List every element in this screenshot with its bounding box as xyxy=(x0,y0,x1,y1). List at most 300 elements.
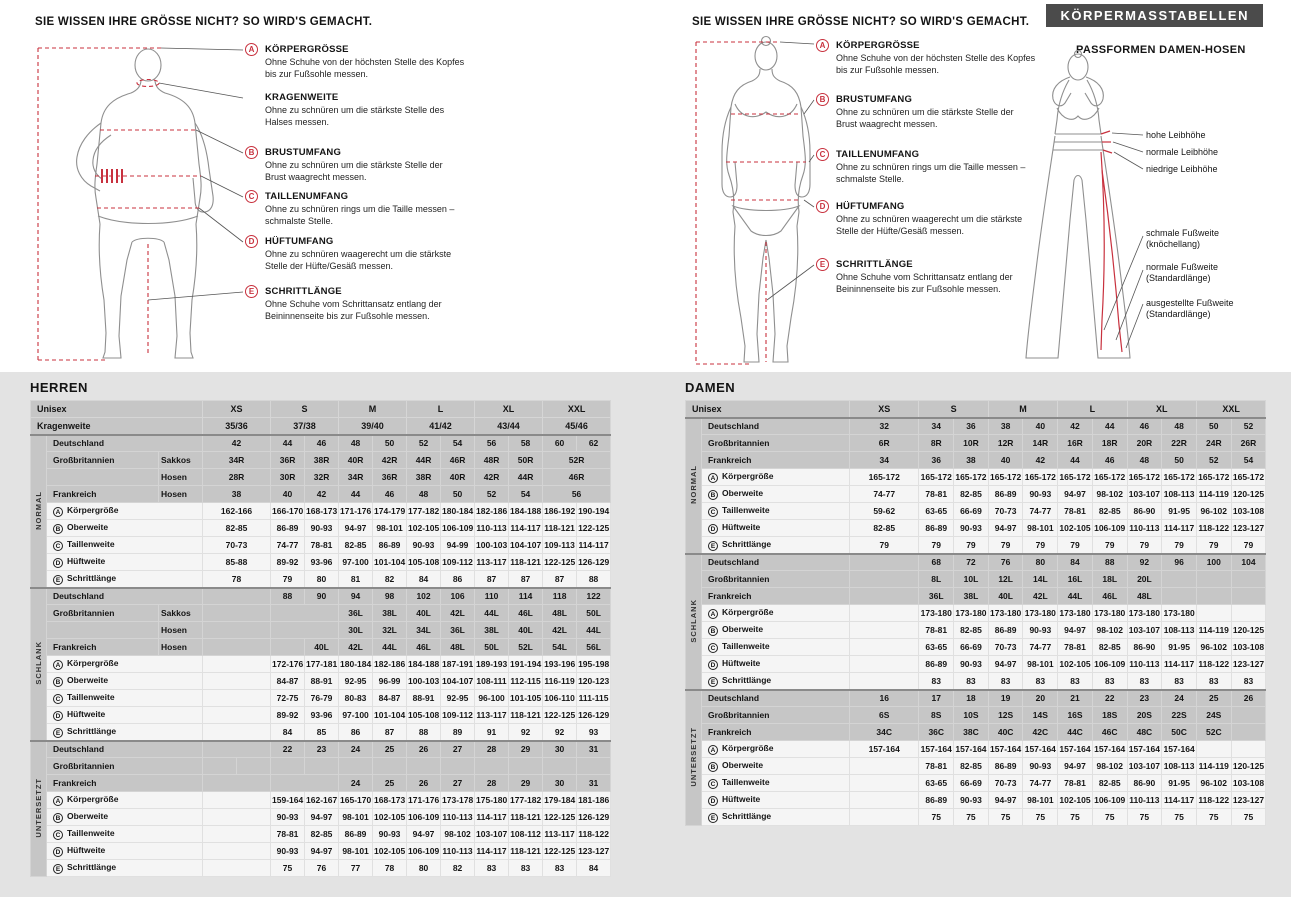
row-label: Frankreich xyxy=(702,588,850,605)
value-cell: 78-81 xyxy=(1058,639,1093,656)
value-cell: 157-164 xyxy=(1127,741,1162,758)
table-row xyxy=(686,418,1266,435)
fit-group-label: UNTERSETZT xyxy=(686,690,702,826)
value-cell: 79 xyxy=(1196,537,1231,554)
value-cell xyxy=(203,588,271,605)
value-cell: 30L xyxy=(339,622,373,639)
page-badge: KÖRPERMASSTABELLEN xyxy=(1046,4,1263,27)
value-cell: 189-193 xyxy=(475,656,509,673)
value-cell: 75 xyxy=(919,809,954,826)
row-label: D Hüftweite xyxy=(702,656,850,673)
value-cell: 89-92 xyxy=(271,707,305,724)
value-cell xyxy=(203,758,237,775)
value-cell: 114-119 xyxy=(1196,486,1231,503)
value-cell xyxy=(850,775,919,792)
size-header: 43/44 xyxy=(475,418,543,435)
value-cell xyxy=(203,639,271,656)
row-label: Deutschland xyxy=(702,690,850,707)
letter-badge: D xyxy=(53,558,63,568)
value-cell: 108-112 xyxy=(509,826,543,843)
letter-badge: C xyxy=(816,148,829,161)
measure-item-text xyxy=(836,40,1036,76)
value-cell: 83 xyxy=(1058,673,1093,690)
value-cell: 106-109 xyxy=(441,520,475,537)
value-cell: 114-117 xyxy=(1162,656,1197,673)
value-cell: 165-172 xyxy=(1058,469,1093,486)
table-row xyxy=(31,520,611,537)
measure-item-text xyxy=(265,191,465,227)
value-cell: 44C xyxy=(1058,724,1093,741)
row-sublabel: Hosen xyxy=(159,622,203,639)
value-cell: 38L xyxy=(475,622,509,639)
value-cell: 98 xyxy=(373,588,407,605)
measure-item-text xyxy=(265,236,465,272)
value-cell: 98-101 xyxy=(1023,520,1058,537)
value-cell: 123-127 xyxy=(1231,520,1266,537)
value-cell: 48R xyxy=(475,452,509,469)
value-cell xyxy=(203,809,271,826)
female-measure-lines xyxy=(696,42,806,364)
value-cell: 44R xyxy=(509,469,543,486)
value-cell: 52 xyxy=(1231,418,1266,435)
letter-badge: B xyxy=(245,146,258,159)
value-cell: 42L xyxy=(339,639,373,656)
value-cell: 82-85 xyxy=(1092,503,1127,520)
value-cell: 84 xyxy=(1058,554,1093,571)
table-header-row xyxy=(31,418,611,435)
row-sublabel: Hosen xyxy=(159,486,203,503)
value-cell: 104-107 xyxy=(509,537,543,554)
value-cell: 88-91 xyxy=(407,690,441,707)
value-cell: 42 xyxy=(1058,418,1093,435)
value-cell xyxy=(850,673,919,690)
value-cell: 173-180 xyxy=(988,605,1023,622)
value-cell: 184-188 xyxy=(407,656,441,673)
value-cell: 44L xyxy=(1058,588,1093,605)
value-cell: 157-164 xyxy=(1058,741,1093,758)
table-row xyxy=(686,605,1266,622)
value-cell: 83 xyxy=(919,673,954,690)
measure-title: KÖRPERGRÖSSE xyxy=(265,44,349,55)
value-cell: 118-121 xyxy=(509,809,543,826)
value-cell: 106-110 xyxy=(543,690,577,707)
value-cell: 80 xyxy=(407,860,441,877)
measure-title: KRAGENWEITE xyxy=(265,92,339,103)
value-cell: 118-121 xyxy=(509,554,543,571)
value-cell: 85-88 xyxy=(203,554,271,571)
value-cell xyxy=(203,724,271,741)
row-label: Frankreich xyxy=(47,486,159,503)
value-cell: 86-89 xyxy=(271,520,305,537)
value-cell: 75 xyxy=(1023,809,1058,826)
value-cell: 83 xyxy=(543,860,577,877)
value-cell: 84 xyxy=(577,860,611,877)
value-cell: 91-95 xyxy=(1162,639,1197,656)
value-cell: 76 xyxy=(988,554,1023,571)
value-cell: 59-62 xyxy=(850,503,919,520)
table-row xyxy=(31,435,611,452)
value-cell: 79 xyxy=(954,537,989,554)
value-cell: 50R xyxy=(509,452,543,469)
value-cell: 22 xyxy=(271,741,305,758)
value-cell: 87 xyxy=(373,724,407,741)
value-cell: 184-188 xyxy=(509,503,543,520)
value-cell: 165-172 xyxy=(1162,469,1197,486)
measure-description: Ohne zu schnüren um die stärkste Stelle der Brust waagrecht messen. xyxy=(265,160,443,182)
value-cell: 14S xyxy=(1023,707,1058,724)
row-label: A Körpergröße xyxy=(47,656,203,673)
row-label: Großbritannien xyxy=(47,758,203,775)
row-label: B Oberweite xyxy=(47,520,203,537)
measure-item xyxy=(245,147,465,183)
row-label: C Taillenweite xyxy=(702,639,850,656)
value-cell: 186-192 xyxy=(543,503,577,520)
value-cell: 42 xyxy=(203,435,271,452)
letter-badge: D xyxy=(708,660,718,670)
size-header: M xyxy=(988,401,1057,418)
value-cell: 14R xyxy=(1023,435,1058,452)
value-cell: 79 xyxy=(1058,537,1093,554)
row-label xyxy=(47,469,159,486)
value-cell: 105-108 xyxy=(407,707,441,724)
row-label: B Oberweite xyxy=(47,673,203,690)
value-cell: 96-100 xyxy=(475,690,509,707)
letter-badge: D xyxy=(816,200,829,213)
value-cell: 165-172 xyxy=(1127,469,1162,486)
value-cell: 108-113 xyxy=(1162,486,1197,503)
value-cell: 157-164 xyxy=(1023,741,1058,758)
value-cell: 50 xyxy=(1162,452,1197,469)
letter-badge: B xyxy=(53,677,63,687)
value-cell xyxy=(271,775,339,792)
value-cell: 90-93 xyxy=(1023,758,1058,775)
value-cell: 79 xyxy=(271,571,305,588)
value-cell: 126-129 xyxy=(577,809,611,826)
value-cell: 44R xyxy=(407,452,441,469)
value-cell: 94-97 xyxy=(1058,622,1093,639)
male-figure xyxy=(28,38,238,370)
value-cell: 46L xyxy=(407,639,441,656)
value-cell: 75 xyxy=(1196,809,1231,826)
table-row xyxy=(31,588,611,605)
value-cell: 108-113 xyxy=(1162,622,1197,639)
measure-description: Ohne Schuhe von der höchsten Stelle des Kopfes bis zur Fußsohle messen. xyxy=(836,53,1036,75)
table-row xyxy=(31,469,611,486)
value-cell: 86-89 xyxy=(373,537,407,554)
value-cell: 40C xyxy=(988,724,1023,741)
value-cell: 75 xyxy=(1092,809,1127,826)
value-cell: 63-65 xyxy=(919,503,954,520)
value-cell: 113-117 xyxy=(475,707,509,724)
value-cell: 25 xyxy=(373,775,407,792)
value-cell: 111-115 xyxy=(577,690,611,707)
value-cell: 16 xyxy=(850,690,919,707)
damen-measure-list xyxy=(816,0,1056,375)
value-cell: 106-109 xyxy=(1092,520,1127,537)
letter-badge: D xyxy=(53,847,63,857)
value-cell: 36L xyxy=(441,622,475,639)
value-cell: 72 xyxy=(954,554,989,571)
value-cell: 94-97 xyxy=(1058,758,1093,775)
letter-badge: E xyxy=(53,728,63,738)
value-cell: 30R xyxy=(271,469,305,486)
row-label: D Hüftweite xyxy=(47,554,203,571)
value-cell: 102 xyxy=(407,588,441,605)
value-cell: 103-107 xyxy=(1127,758,1162,775)
size-header: 41/42 xyxy=(407,418,475,435)
value-cell: 123-127 xyxy=(1231,792,1266,809)
value-cell: 106 xyxy=(441,588,475,605)
value-cell: 106-109 xyxy=(1092,792,1127,809)
value-cell: 90-93 xyxy=(373,826,407,843)
row-label: B Oberweite xyxy=(702,758,850,775)
value-cell: 122-125 xyxy=(577,520,611,537)
value-cell xyxy=(203,792,271,809)
value-cell: 114-117 xyxy=(475,843,509,860)
value-cell: 52 xyxy=(1196,452,1231,469)
table-row xyxy=(686,690,1266,707)
value-cell: 90 xyxy=(305,588,339,605)
measure-item-text xyxy=(836,94,1036,130)
damen-size-table xyxy=(685,400,1266,826)
table-row xyxy=(31,792,611,809)
row-label: Großbritannien xyxy=(702,707,850,724)
value-cell: 110-113 xyxy=(475,520,509,537)
value-cell: 92 xyxy=(509,724,543,741)
value-cell: 102-105 xyxy=(373,843,407,860)
row-label: E Schrittlänge xyxy=(702,809,850,826)
passform-label: schmale Fußweite (knöchellang) xyxy=(1146,228,1220,249)
value-cell: 118-122 xyxy=(577,826,611,843)
measure-title: HÜFTUMFANG xyxy=(836,201,905,212)
value-cell: 109-113 xyxy=(543,537,577,554)
letter-badge: C xyxy=(708,779,718,789)
letter-badge: A xyxy=(708,745,718,755)
value-cell: 12R xyxy=(988,435,1023,452)
measure-title: SCHRITTLÄNGE xyxy=(265,286,342,297)
row-label: Großbritannien xyxy=(702,571,850,588)
letter-badge: B xyxy=(53,813,63,823)
value-cell: 171-176 xyxy=(407,792,441,809)
value-cell: 165-172 xyxy=(850,469,919,486)
value-cell: 86-90 xyxy=(1127,639,1162,656)
value-cell: 46R xyxy=(543,469,611,486)
value-cell: 103-107 xyxy=(1127,622,1162,639)
value-cell: 62 xyxy=(577,435,611,452)
value-cell: 70-73 xyxy=(203,537,271,554)
value-cell: 114-117 xyxy=(1162,792,1197,809)
size-header: XXL xyxy=(543,401,611,418)
value-cell: 90-93 xyxy=(954,792,989,809)
passform-label: niedrige Leibhöhe xyxy=(1146,164,1218,174)
value-cell: 94 xyxy=(339,588,373,605)
value-cell: 75 xyxy=(1231,809,1266,826)
value-cell xyxy=(475,758,509,775)
damen-heading: DAMEN xyxy=(685,380,736,395)
value-cell: 123-127 xyxy=(577,843,611,860)
value-cell: 93 xyxy=(577,724,611,741)
value-cell xyxy=(203,622,271,639)
letter-badge: C xyxy=(708,507,718,517)
value-cell: 78-81 xyxy=(1058,503,1093,520)
letter-badge: C xyxy=(53,694,63,704)
table-row xyxy=(686,520,1266,537)
value-cell: 42L xyxy=(543,622,577,639)
value-cell xyxy=(203,707,271,724)
table-row xyxy=(31,724,611,741)
row-label: C Taillenweite xyxy=(47,690,203,707)
value-cell: 96-102 xyxy=(1196,775,1231,792)
value-cell: 79 xyxy=(1127,537,1162,554)
value-cell: 97-100 xyxy=(339,707,373,724)
measure-description: Ohne zu schnüren um die stärkste Stelle des Halses messen. xyxy=(265,105,445,127)
value-cell: 18R xyxy=(1092,435,1127,452)
letter-badge: D xyxy=(245,235,258,248)
value-cell: 88 xyxy=(271,588,305,605)
value-cell: 94-97 xyxy=(988,792,1023,809)
letter-badge: B xyxy=(708,490,718,500)
value-cell: 110-113 xyxy=(1127,520,1162,537)
value-cell: 98-102 xyxy=(1092,758,1127,775)
letter-badge: E xyxy=(708,541,718,551)
value-cell: 96-99 xyxy=(373,673,407,690)
value-cell: 26 xyxy=(407,741,441,758)
value-cell: 100-103 xyxy=(407,673,441,690)
value-cell: 78-81 xyxy=(271,826,305,843)
table-row xyxy=(686,656,1266,673)
value-cell: 46 xyxy=(305,435,339,452)
measure-item-text xyxy=(265,286,465,322)
row-label: B Oberweite xyxy=(702,622,850,639)
value-cell: 44 xyxy=(1092,418,1127,435)
value-cell: 90-93 xyxy=(954,520,989,537)
table-row xyxy=(686,486,1266,503)
value-cell: 56L xyxy=(577,639,611,656)
value-cell: 122 xyxy=(577,588,611,605)
fit-group-label: NORMAL xyxy=(686,418,702,554)
value-cell: 118-121 xyxy=(543,520,577,537)
passform-label: hohe Leibhöhe xyxy=(1146,130,1206,140)
table-row xyxy=(31,673,611,690)
value-cell: 78-81 xyxy=(919,622,954,639)
value-cell: 52C xyxy=(1196,724,1231,741)
value-cell: 20S xyxy=(1127,707,1162,724)
value-cell: 114-119 xyxy=(1196,758,1231,775)
value-cell: 90-93 xyxy=(954,656,989,673)
value-cell: 38 xyxy=(954,452,989,469)
letter-badge xyxy=(245,91,258,104)
value-cell: 173-180 xyxy=(954,605,989,622)
value-cell: 10L xyxy=(954,571,989,588)
measure-item xyxy=(816,259,1036,295)
measure-title: KÖRPERGRÖSSE xyxy=(836,40,920,51)
value-cell xyxy=(1196,741,1231,758)
value-cell: 44 xyxy=(271,435,305,452)
value-cell: 79 xyxy=(988,537,1023,554)
value-cell: 126-129 xyxy=(577,554,611,571)
value-cell: 70-73 xyxy=(988,503,1023,520)
size-header: XL xyxy=(475,401,543,418)
header-label: Unisex xyxy=(686,401,850,418)
value-cell: 110 xyxy=(475,588,509,605)
value-cell: 110-113 xyxy=(441,843,475,860)
value-cell: 78-81 xyxy=(919,486,954,503)
value-cell: 100-103 xyxy=(475,537,509,554)
value-cell: 16S xyxy=(1058,707,1093,724)
table-row xyxy=(31,826,611,843)
value-cell: 109-112 xyxy=(441,554,475,571)
value-cell: 157-164 xyxy=(1162,741,1197,758)
value-cell: 38C xyxy=(954,724,989,741)
measure-title: BRUSTUMFANG xyxy=(265,147,342,158)
table-row xyxy=(686,707,1266,724)
value-cell: 27 xyxy=(441,775,475,792)
value-cell: 17 xyxy=(919,690,954,707)
value-cell: 52L xyxy=(509,639,543,656)
value-cell: 106-109 xyxy=(407,809,441,826)
letter-badge: E xyxy=(245,285,258,298)
value-cell: 83 xyxy=(1023,673,1058,690)
value-cell: 54 xyxy=(1231,452,1266,469)
value-cell: 75 xyxy=(1162,809,1197,826)
value-cell: 98-101 xyxy=(339,809,373,826)
value-cell: 88 xyxy=(407,724,441,741)
measure-description: Ohne zu schnüren rings um die Taille messen – schmalste Stelle. xyxy=(265,204,455,226)
value-cell: 22R xyxy=(1162,435,1197,452)
value-cell: 29 xyxy=(509,741,543,758)
value-cell: 92-95 xyxy=(339,673,373,690)
value-cell: 96-102 xyxy=(1196,503,1231,520)
value-cell: 34R xyxy=(339,469,373,486)
value-cell: 46R xyxy=(441,452,475,469)
row-sublabel: Sakkos xyxy=(159,452,203,469)
value-cell: 91-95 xyxy=(1162,503,1197,520)
value-cell: 166-170 xyxy=(271,503,305,520)
fit-group-label: UNTERSETZT xyxy=(31,741,47,877)
letter-badge: A xyxy=(816,39,829,52)
value-cell: 50 xyxy=(441,486,475,503)
value-cell: 68 xyxy=(919,554,954,571)
value-cell: 20R xyxy=(1127,435,1162,452)
value-cell xyxy=(203,656,271,673)
row-label: C Taillenweite xyxy=(47,537,203,554)
value-cell xyxy=(850,588,919,605)
row-label: Deutschland xyxy=(47,435,203,452)
measure-item-text xyxy=(265,147,465,183)
table-row xyxy=(686,554,1266,571)
value-cell: 38L xyxy=(954,588,989,605)
value-cell: 102-105 xyxy=(1058,792,1093,809)
value-cell: 82-85 xyxy=(339,537,373,554)
row-label: D Hüftweite xyxy=(702,520,850,537)
measure-item-text xyxy=(836,201,1036,237)
value-cell: 90-93 xyxy=(1023,486,1058,503)
value-cell: 90-93 xyxy=(271,809,305,826)
value-cell: 86-89 xyxy=(988,486,1023,503)
value-cell: 6R xyxy=(850,435,919,452)
value-cell: 173-180 xyxy=(1092,605,1127,622)
value-cell: 79 xyxy=(850,537,919,554)
value-cell: 42R xyxy=(373,452,407,469)
row-label: D Hüftweite xyxy=(47,707,203,724)
value-cell: 79 xyxy=(1023,537,1058,554)
value-cell: 36L xyxy=(919,588,954,605)
value-cell: 22 xyxy=(1092,690,1127,707)
value-cell: 42R xyxy=(475,469,509,486)
value-cell: 101-105 xyxy=(509,690,543,707)
table-row xyxy=(31,707,611,724)
value-cell: 177-181 xyxy=(305,656,339,673)
